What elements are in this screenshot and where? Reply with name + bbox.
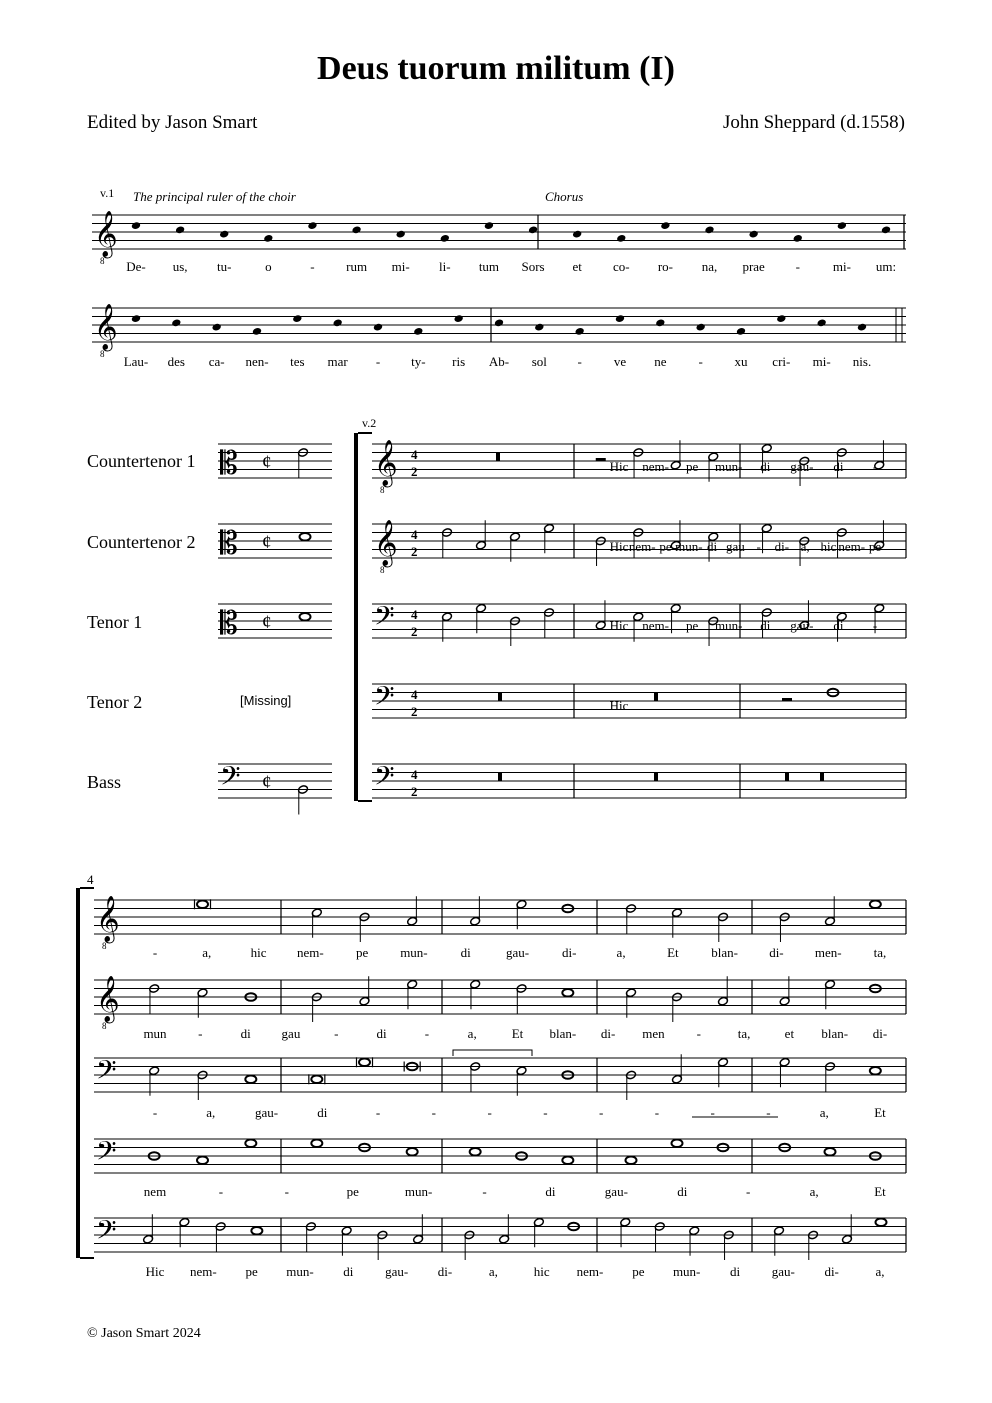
whole-note	[311, 1075, 322, 1083]
system2-lyric: a,	[819, 1105, 829, 1120]
chant-lyric: co-	[612, 259, 630, 274]
breve-rest	[654, 773, 658, 782]
time-sig-top: 4	[411, 687, 418, 702]
system1-lyric: di	[760, 618, 771, 633]
chant-lyric: ty-	[411, 354, 426, 369]
note-head	[793, 234, 803, 243]
whole-note	[251, 1227, 262, 1235]
system1-lyric: mun-	[714, 459, 743, 474]
note-head	[263, 234, 273, 243]
breve-rest	[785, 773, 789, 782]
note-head	[171, 318, 181, 327]
system1-lyric: di	[833, 459, 844, 474]
chant-lyric: tum	[478, 259, 500, 274]
bass-clef-icon: 𝄢	[374, 681, 395, 717]
chant-lyric: ne	[654, 354, 667, 369]
system2-lyric: Et	[874, 1184, 886, 1199]
system1-lyric: di-	[774, 539, 790, 554]
whole-note	[562, 1156, 573, 1164]
system1-lyric: gau-	[790, 459, 814, 474]
whole-note	[870, 1067, 881, 1075]
chant-lyric: prae	[742, 259, 765, 274]
system2-lyric: -	[696, 1026, 701, 1041]
voice-label-ct1: Countertenor 1	[87, 451, 196, 471]
breve-rest	[498, 693, 502, 702]
system2-lyric: di	[317, 1105, 328, 1120]
chant-lyric: et	[572, 259, 582, 274]
chant-lyric: -	[375, 354, 381, 369]
note-head	[292, 314, 302, 323]
whole-note	[359, 1058, 370, 1066]
system2-lyric: -	[766, 1105, 771, 1120]
note-head	[131, 221, 141, 230]
whole-note	[245, 1139, 256, 1147]
system2-lyric: nem-	[189, 1264, 217, 1279]
chant-lyric: -	[698, 354, 703, 369]
note-head	[413, 327, 423, 336]
time-sig-bottom: 2	[411, 704, 418, 719]
c-clef-icon: 𝄡	[220, 605, 238, 641]
chant-lyric: Ab-	[488, 354, 510, 369]
note-head	[440, 234, 450, 243]
system2-lyric: Et	[667, 945, 679, 960]
time-sig-bottom: 2	[411, 464, 418, 479]
system2-lyric: -	[218, 1184, 224, 1199]
system2-lyric: mun-	[672, 1264, 701, 1279]
bass-clef-icon: 𝄢	[374, 761, 395, 797]
system1-lyric: nem-	[628, 539, 656, 554]
system2-lyric: -	[543, 1105, 548, 1120]
time-sig-top: 4	[411, 607, 418, 622]
system1-lyric: Hic	[609, 698, 629, 713]
bass-clef-icon: 𝄢	[96, 1136, 117, 1172]
system2-lyric: nem	[143, 1184, 167, 1199]
system1-lyric: di	[833, 618, 844, 633]
note-head	[776, 314, 786, 323]
treble-clef-icon: 𝄞	[374, 440, 398, 485]
time-sig-bottom: 2	[411, 544, 418, 559]
time-sig-top: 4	[411, 767, 418, 782]
chant-lyric: xu	[734, 354, 748, 369]
system2-lyric: mun	[143, 1026, 167, 1041]
whole-note	[876, 1218, 887, 1226]
time-sig-top: 4	[411, 447, 418, 462]
system2-lyric: mun-	[400, 945, 428, 960]
c-clef-icon: 𝄡	[220, 525, 238, 561]
chant-lyric: ro-	[657, 259, 673, 274]
chant-lyric: ve	[613, 354, 627, 369]
voice-label-t1: Tenor 1	[87, 612, 143, 632]
system2-lyric: di-	[872, 1026, 888, 1041]
system1-lyric: Hic	[609, 618, 629, 633]
note-head	[494, 318, 504, 327]
voice-label-bass: Bass	[87, 772, 122, 792]
system2-lyric: -	[152, 1105, 158, 1120]
system2-lyric: nem-	[576, 1264, 604, 1279]
note-head	[484, 221, 494, 230]
note-head	[534, 323, 544, 332]
chant-lyric: De-	[126, 259, 146, 274]
system2-lyric: -	[487, 1105, 492, 1120]
system2-lyric: di-	[600, 1026, 616, 1041]
system2-lyric: di-	[769, 945, 784, 960]
system2-lyric: gau-	[385, 1264, 409, 1279]
measure-number: 4	[87, 872, 94, 887]
system1-lyric: di	[760, 459, 771, 474]
ligature-bracket	[453, 1050, 532, 1056]
system2-lyric: -	[375, 1105, 381, 1120]
chant-lyric: Lau-	[123, 354, 149, 369]
system1-lyric: mun-	[714, 618, 743, 633]
chant-lyric: sol	[531, 354, 547, 369]
note-head	[655, 318, 665, 327]
chant-lyric: na,	[701, 259, 718, 274]
missing-incipit-label: [Missing]	[240, 693, 292, 708]
chant-lyric: o	[265, 259, 272, 274]
chant-lyric: -	[577, 354, 582, 369]
octave-mark: 8	[102, 941, 107, 951]
whole-note	[470, 1148, 481, 1156]
treble-clef-icon: 𝄞	[96, 896, 120, 941]
whole-note	[245, 1075, 256, 1083]
page-title: Deus tuorum militum (I)	[317, 50, 675, 87]
note-head	[373, 323, 383, 332]
system2-lyric: hic	[533, 1264, 550, 1279]
copyright-footer: © Jason Smart 2024	[87, 1326, 201, 1341]
chant-lyric: des	[167, 354, 186, 369]
time-sig-bottom: 2	[411, 784, 418, 799]
note-head	[219, 230, 229, 239]
system2-lyric: hic	[250, 945, 267, 960]
system2-lyric: -	[152, 945, 158, 960]
octave-mark: 8	[380, 565, 385, 575]
octave-mark: 8	[100, 256, 105, 266]
note-head	[736, 327, 746, 336]
note-head	[616, 234, 626, 243]
system2-lyric: -	[431, 1105, 437, 1120]
note-head	[351, 225, 361, 234]
system2-lyric: di	[376, 1026, 387, 1041]
system1-lyric: -	[872, 459, 878, 474]
voice-label-ct2: Countertenor 2	[87, 532, 196, 552]
system2-lyric: blan-	[711, 945, 739, 960]
note-head	[704, 225, 714, 234]
chant-lyric: tu-	[217, 259, 232, 274]
system1-lyric: nem-	[838, 539, 866, 554]
note-head	[333, 318, 343, 327]
system2-lyric: mun-	[286, 1264, 314, 1279]
whole-note	[825, 1148, 836, 1156]
system2-lyric: di-	[562, 945, 577, 960]
chant-lyric: mi-	[391, 259, 410, 274]
system1-lyric: a,	[800, 539, 810, 554]
cut-time-icon: ¢	[262, 772, 272, 793]
system2-lyric: blan-	[821, 1026, 849, 1041]
system1-lyric: pe	[686, 459, 699, 474]
c-clef-icon: 𝄡	[220, 445, 238, 481]
system2-lyric: -	[284, 1184, 289, 1199]
system2-lyric: nem-	[296, 945, 324, 960]
system2-lyric: gau-	[771, 1264, 795, 1279]
bass-clef-icon: 𝄢	[96, 1055, 117, 1091]
whole-note	[300, 613, 311, 621]
treble-clef-icon: 𝄞	[374, 520, 398, 565]
system2-lyric: -	[482, 1184, 487, 1199]
chant-lyric: -	[310, 259, 315, 274]
system2-lyric: di	[677, 1184, 688, 1199]
system2-lyric: men-	[814, 945, 842, 960]
chant-lyric: Sors	[521, 259, 545, 274]
octave-mark: 8	[380, 485, 385, 495]
system2-lyric: mun-	[404, 1184, 433, 1199]
system2-lyric: et	[784, 1026, 795, 1041]
breve-rest	[654, 693, 658, 702]
note-head	[857, 323, 867, 332]
note-head	[307, 221, 317, 230]
treble-clef-icon: 𝄞	[94, 304, 118, 349]
note-head	[572, 230, 582, 239]
system2-lyric: a,	[202, 945, 212, 960]
whole-note	[197, 1156, 208, 1164]
time-sig-top: 4	[411, 527, 418, 542]
system2-lyric: -	[424, 1026, 430, 1041]
system-bracket	[354, 433, 358, 801]
system2-lyric: -	[198, 1026, 203, 1041]
verse-label-2: v.2	[362, 416, 377, 430]
time-sig-bottom: 2	[411, 624, 418, 639]
whole-note	[407, 1148, 418, 1156]
system1-lyric: pe	[686, 618, 699, 633]
system2-lyric: ta,	[737, 1026, 751, 1041]
chant-lyric: um:	[875, 259, 897, 274]
octave-mark: 8	[102, 1021, 107, 1031]
system2-lyric: di	[343, 1264, 354, 1279]
whole-note	[562, 989, 573, 997]
composer-credit: John Sheppard (d.1558)	[722, 112, 905, 133]
system2-lyric: di	[240, 1026, 251, 1041]
note-head	[396, 230, 406, 239]
system2-lyric: di-	[824, 1264, 839, 1279]
instruction-principal: The principal ruler of the choir	[133, 189, 296, 204]
chant-lyric: ca-	[208, 354, 225, 369]
note-head	[749, 230, 759, 239]
cut-time-icon: ¢	[262, 532, 272, 553]
system2-lyric: pe	[245, 1264, 258, 1279]
system2-lyric: Et	[511, 1026, 524, 1041]
system1-lyric: nem-	[642, 459, 669, 474]
system2-lyric: di	[545, 1184, 556, 1199]
whole-note	[300, 533, 311, 541]
system1-lyric: -	[872, 618, 878, 633]
system2-lyric: men	[642, 1026, 665, 1041]
system1-lyric: Hic	[609, 459, 629, 474]
note-head	[881, 225, 891, 234]
system2-lyric: a,	[467, 1026, 477, 1041]
system2-lyric: Hic	[145, 1264, 165, 1279]
system2-lyric: di	[460, 945, 471, 960]
system2-lyric: di-	[437, 1264, 453, 1279]
note-head	[615, 314, 625, 323]
chant-lyric: us,	[172, 259, 188, 274]
editor-credit: Edited by Jason Smart	[87, 112, 258, 133]
note-head	[175, 225, 185, 234]
chant-lyric: mi-	[832, 259, 851, 274]
chant-lyric: mi-	[812, 354, 831, 369]
bass-clef-icon: 𝄢	[96, 1215, 117, 1251]
system1-lyric: gau-	[790, 618, 814, 633]
whole-note	[870, 900, 881, 908]
note-head	[696, 323, 706, 332]
chant-lyric: nen-	[245, 354, 269, 369]
bass-clef-icon: 𝄢	[374, 601, 395, 637]
system2-lyric: a,	[875, 1264, 885, 1279]
system2-lyric: a,	[809, 1184, 819, 1199]
chant-lyric: tes	[290, 354, 305, 369]
system2-lyric: Et	[874, 1105, 886, 1120]
whole-note	[672, 1139, 683, 1147]
system2-lyric: -	[654, 1105, 660, 1120]
system2-lyric: a,	[488, 1264, 498, 1279]
system2-lyric: di	[729, 1264, 741, 1279]
instruction-chorus: Chorus	[545, 189, 584, 204]
system2-lyric: pe	[346, 1184, 359, 1199]
note-head	[131, 314, 141, 323]
system1-lyric: di	[707, 539, 718, 554]
system1-lyric: Hic	[609, 539, 629, 554]
system1-lyric: nem-	[642, 618, 669, 633]
system1-lyric: mun-	[675, 539, 703, 554]
chant-lyric: ris	[452, 354, 466, 369]
voice-label-t2: Tenor 2	[87, 692, 143, 712]
system2-lyric: gau-	[505, 945, 530, 960]
system2-lyric: a,	[616, 945, 626, 960]
system2-lyric: -	[746, 1184, 751, 1199]
system1-lyric: pe	[868, 539, 882, 554]
note-head	[817, 318, 827, 327]
system1-lyric: gau	[725, 539, 745, 554]
chant-lyric: rum	[346, 259, 368, 274]
breve-rest	[498, 773, 502, 782]
treble-clef-icon: 𝄞	[94, 211, 118, 256]
treble-clef-icon: 𝄞	[96, 976, 120, 1021]
note-head	[660, 221, 670, 230]
note-head	[454, 314, 464, 323]
whole-note	[311, 1139, 322, 1147]
note-head	[252, 327, 262, 336]
system1-lyric: hic	[820, 539, 837, 554]
system1-lyric: -	[756, 539, 761, 554]
note-head	[575, 327, 585, 336]
breve-rest	[820, 773, 824, 782]
whole-note	[197, 900, 208, 908]
breve-rest	[496, 453, 500, 462]
note-head	[837, 221, 847, 230]
minim-rest	[596, 458, 606, 461]
system2-lyric: a,	[206, 1105, 216, 1120]
system2-lyric: -	[334, 1026, 339, 1041]
minim-rest	[782, 698, 792, 701]
bass-clef-icon: 𝄢	[220, 761, 241, 797]
whole-note	[626, 1156, 637, 1164]
system2-lyric: gau-	[604, 1184, 628, 1199]
cut-time-icon: ¢	[262, 612, 272, 633]
system2-lyric: gau-	[254, 1105, 279, 1120]
chant-lyric: li-	[439, 259, 451, 274]
octave-mark: 8	[100, 349, 105, 359]
note-head	[528, 225, 538, 234]
chant-lyric: -	[795, 259, 800, 274]
system2-lyric: blan-	[549, 1026, 577, 1041]
system-bracket-2	[76, 888, 80, 1258]
chant-lyric: mar	[327, 354, 348, 369]
verse-label-1: v.1	[100, 186, 115, 200]
system2-lyric: ta,	[873, 945, 887, 960]
system2-lyric: -	[710, 1105, 715, 1120]
system2-lyric: pe	[632, 1264, 645, 1279]
system2-lyric: -	[598, 1105, 604, 1120]
chant-lyric: nis.	[852, 354, 872, 369]
system1-lyric: pe	[659, 539, 672, 554]
cut-time-icon: ¢	[262, 452, 272, 473]
chant-lyric: cri-	[772, 354, 791, 369]
system2-lyric: pe	[356, 945, 369, 960]
note-head	[212, 323, 222, 332]
system2-lyric: gau	[281, 1026, 301, 1041]
